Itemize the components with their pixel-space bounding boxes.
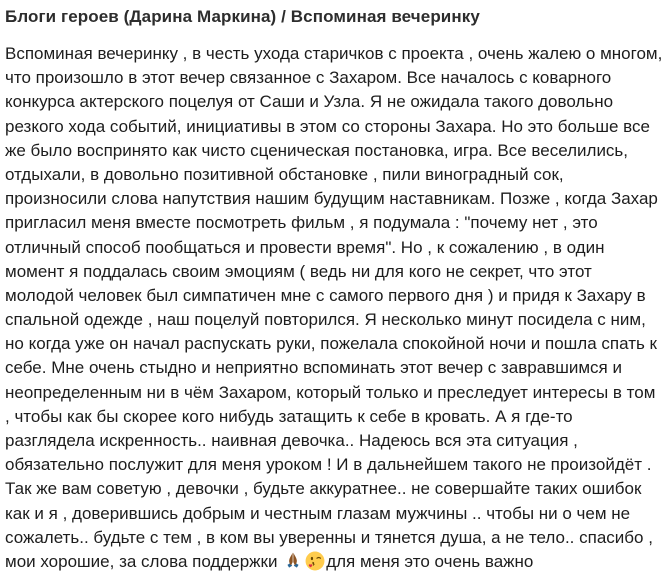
body-text-line: момент я поддалась своим эмоциям ( ведь ни для кого не секрет, что этот (5, 261, 592, 281)
body-text-line: обязательно послужит для меня уроком ! И в дальнейшем такого не произойдёт . (5, 455, 652, 475)
body-text-line: молодой человек был симпатичен мне с самого первого дня ) и придя к Захару в (5, 285, 646, 305)
body-text-line: , чтобы как бы скорее кого нибудь затащить к себе в кровать. А я где-то (5, 406, 573, 426)
body-text-line: неопределенным ни в чём Захаром, который только и преследует интересы в том (5, 382, 656, 402)
body-text-line: пригласил меня вместе посмотреть фильм , я подумала : "почему нет , это (5, 213, 598, 233)
body-text-line: отдыхали, в довольно позитивной обстановке , пили виноградный сок, (5, 164, 564, 184)
body-text-lines (5, 42, 666, 550)
body-text-line: Так же вам советую , девочки , будьте аккуратнее.. не совершайте таких ошибок (5, 479, 642, 499)
body-text-line: резкого хода событий, инициативы в этом со стороны Захара. Но это больше все (5, 116, 650, 136)
body-text-line: Вспоминая вечеринку , в честь ухода старичков с проекта , очень жалею о многом, (5, 44, 663, 63)
body-text-line: разглядела искренность.. наивная девочка.. Надеюсь вся эта ситуация , (5, 431, 578, 450)
body-text-line: же было воспринято как чисто сценическая постановка, игра. Все веселились, (5, 140, 629, 160)
post-title: Блоги героев (Дарина Маркина) / Вспоминая вечеринку (5, 7, 480, 26)
body-text-line: как и я , доверившись добрым и честным глазам мужчины .. чтобы ни о чем не (5, 503, 631, 523)
body-text-last-line (5, 550, 666, 574)
last-line-before-text: мои хорошие, за слова поддержки (5, 551, 283, 571)
last-line-after-text: для меня это очень важно (326, 551, 534, 571)
body-text-line: произносили слова напутствия нашим будущим наставникам. Позже , когда Захар (5, 189, 658, 209)
body-text-line: сожалеть.. будьте с тем , в ком вы уверенны и тянется душа, а не тело.. спасибо , (5, 527, 653, 547)
body-text-line: себе. Мне очень стыдно и неприятно вспоминать этот вечер с завравшимся и (5, 358, 622, 378)
post-body (5, 42, 666, 574)
praying-hands-emoji (283, 551, 303, 571)
body-text-line: что произошло в этот вечер связанное с Захаром. Все началось с коварного (5, 68, 612, 88)
kissing-face-emoji (305, 551, 325, 571)
body-text-line: спальной одежде , наш поцелуй повторился. Я несколько минут посидела с ним, (5, 310, 646, 330)
body-text-line: но когда уже он начал распускать руки, пожелала спокойной ночи и пошла спать к (5, 334, 657, 354)
body-text-line: конкурса актерского поцелуя от Саши и Узла. Я не ожидала такого довольно (5, 92, 614, 112)
body-text-line: отличный способ пообщаться и провести время". Но , к сожалению , в один (5, 237, 605, 257)
